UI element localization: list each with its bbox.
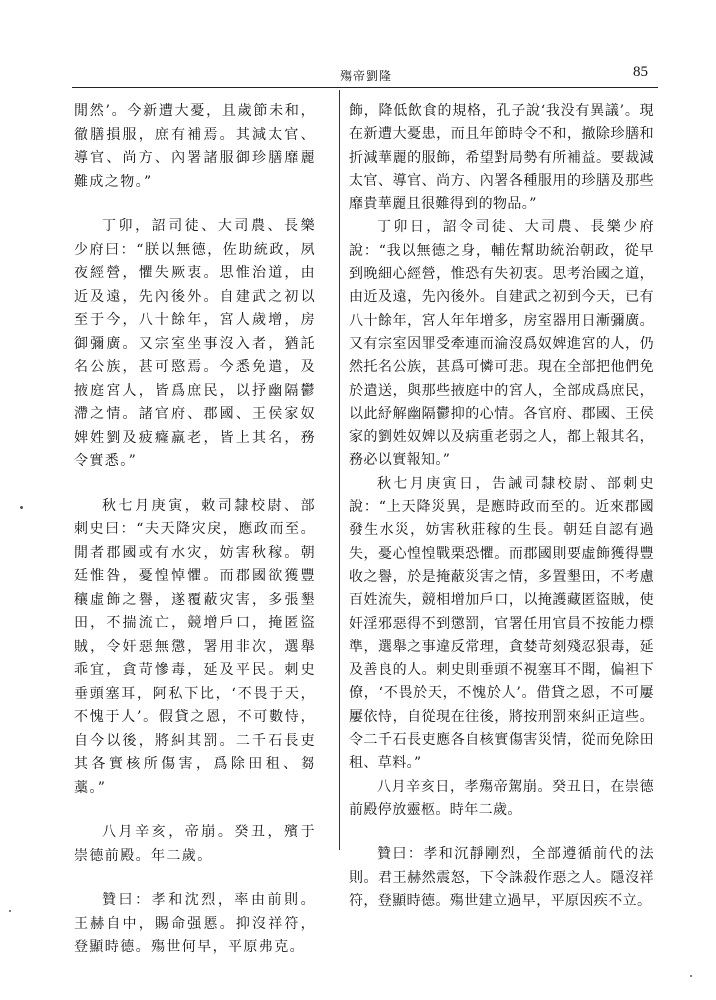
translation-paragraph-3: 秋七月庚寅日，告誡司隸校尉、部刺史說：“上天降災異，是應時政而至的。近來郡國發生水災，妨害秋莊稼的生長。朝廷自認有過失，憂心惶惶戰栗恐懼。而郡國則要虛飾獲得豐收之譽，於是掩蔽災害之情，多置墾田，不考慮百姓流失，競相增加戶口，以掩護藏匿盜賊，使奸淫邪惡得不到懲罰，官署任用官員不按能力標準，選舉之事違反常理，貪婪苛刻殘忍狠毒，延及善良的人。刺史則垂頭不視塞耳不聞，偏袒下僚，‘不畏於天，不愧於人’。借貸之恩，不可屢屢依恃，自從現在往後，將按刑罰來糾正這些。令二千石長吏應各自核實傷害災情，從而免除田租、草料。” [349, 475, 654, 772]
page-header [72, 64, 658, 86]
running-title: 殤帝劉隆 [340, 69, 393, 83]
column-divider [339, 90, 340, 850]
translation-paragraph-2: 丁卯日，詔令司徒、大司農、長樂少府說：“我以無德之身，輔佐幫助統治朝政，從早到晚細心經營，惟恐有失初衷。思考治國之道，由近及遠，先內後外。自建武之初到今天，已有八十餘年，宮人年年增多，房室器用日漸彌廣。又有宗室因罪受牽連而淪沒爲奴婢進宮的人，仍然托名公族，甚爲可憐可悲。現在全部把他們免於遣送，與那些掖庭中的宮人，全部成爲庶民，以此紓解幽隔鬱抑的心情。各官府、郡國、王侯家的劉姓奴婢以及病重老弱之人，都上報其名，務必以實報知。” [349, 219, 654, 469]
page-number: 85 [633, 64, 648, 80]
classical-paragraph-1: 閒然’。今新遭大憂，且歲節未和，徹膳損服，庶有補焉。其減太官、導官、尚方、內署諸服御珍膳靡麗難成之物。” [74, 103, 316, 190]
classical-paragraph-5: 贊曰：孝和沈烈，率由前則。王赫自中，賜命强慝。抑沒祥符，登顯時德。殤世何早，平原弗克。 [74, 892, 316, 955]
scan-speck [20, 506, 23, 509]
translation-text-column [349, 100, 654, 913]
classical-paragraph-2: 丁卯，詔司徒、大司農、長樂少府曰：“朕以無德，佐助統政，夙夜經營，懼失厥衷。思惟治道，由近及遠，先內後外。自建武之初以至于今，八十餘年，宮人歲增，房御彌廣。又宗室坐事沒入者，猶託名公族，甚可愍焉。今悉免遣，及掖庭宮人，皆爲庶民，以抒幽隔鬱滯之情。諸官府、郡國、王侯家奴婢姓劉及疲癃羸老，皆上其名，務令實悉。” [74, 218, 316, 469]
scan-speck [690, 975, 692, 977]
translation-paragraph-1: 飾，降低飲食的規格，孔子說‘我没有異議’。現在新遭大憂患，而且年節時令不和，撤除珍膳和折減華麗的服飾，希望對局勢有所補益。要裁減太官、導官、尚方、內署各種服用的珍膳及那些靡貴華麗且很難得到的物品。” [349, 103, 654, 213]
translation-paragraph-4: 八月辛亥日，孝殤帝駕崩。癸丑日，在崇德前殿停放靈柩。時年二歲。 [349, 778, 654, 818]
classical-text-column [74, 100, 316, 960]
header-rule [72, 87, 658, 88]
scan-speck [9, 910, 11, 912]
classical-paragraph-3: 秋七月庚寅，敕司隸校尉、部刺史曰：“夫天降灾戾，應政而至。閒者郡國或有水灾，妨害秋稼。朝廷惟咎，憂惶悼懼。而郡國欲獲豐穰虛飾之譽，遂覆蔽灾害，多張墾田，不揣流亡，競增戶口，掩匿盜賊，令奸惡無懲，署用非次，選舉乖宜，貪苛慘毒，延及平民。刺史垂頭塞耳，阿私下比，‘不畏于天，不愧于人’。假貸之恩，不可數恃，自今以後，將糾其罰。二千石長吏其各實核所傷害，爲除田租、芻藁。” [74, 497, 316, 796]
translation-paragraph-5: 贊曰：孝和沉靜剛烈，全部遵循前代的法則。君王赫然震怒，下令誅殺作惡之人。隱沒祥符，登顯時德。殤世建立過早，平原因疾不立。 [349, 846, 654, 909]
classical-paragraph-4: 八月辛亥，帝崩。癸丑，殯于崇德前殿。年二歲。 [74, 824, 316, 864]
